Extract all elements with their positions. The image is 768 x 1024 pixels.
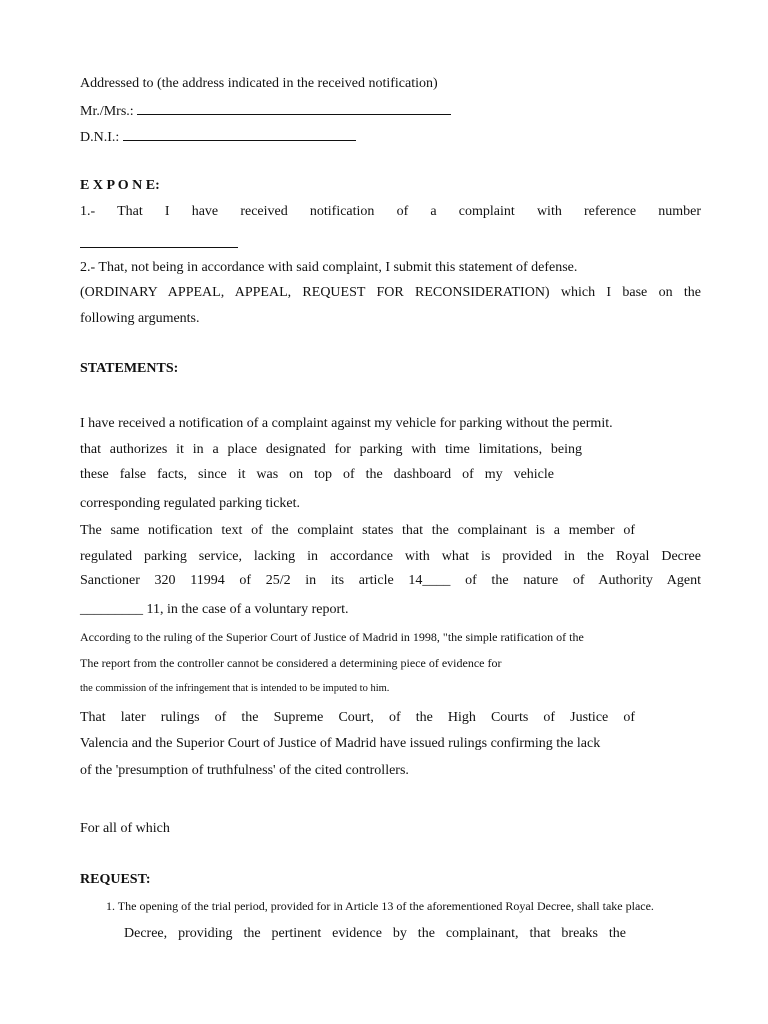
statement-line: _________ 11, in the case of a voluntary report.	[80, 602, 349, 617]
closing-line: For all of which	[80, 821, 170, 836]
dni-label: D.N.I.:	[80, 130, 120, 145]
mr-mrs-label: Mr./Mrs.:	[80, 104, 134, 119]
request-heading: REQUEST:	[80, 872, 151, 887]
dni-field-row	[80, 127, 356, 147]
expone-item-2: 2.- That, not being in accordance with said complaint, I submit this statement of defense.	[80, 260, 578, 275]
statement-line: I have received a notification of a complaint against my vehicle for parking without the permit.	[80, 416, 613, 431]
statement-line: The report from the controller cannot be considered a determining piece of evidence for	[80, 656, 502, 670]
statement-line: regulated parking service, lacking in accordance with what is provided in the Royal Decree	[80, 549, 701, 564]
statement-line: the commission of the infringement that is intended to be imputed to him.	[80, 683, 390, 694]
statement-line: The same notification text of the complaint states that the complainant is a member of	[80, 523, 635, 538]
statement-line: Sanctioner 320 11994 of 25/2 in its article 14____ of the nature of Authority Agent	[80, 573, 701, 588]
statement-line: corresponding regulated parking ticket.	[80, 496, 301, 511]
statement-line: of the 'presumption of truthfulness' of the cited controllers.	[80, 763, 409, 778]
statement-line: these false facts, since it was on top of the dashboard of my vehicle	[80, 467, 554, 482]
expone-item-1: 1.- That I have received notification of a complaint with reference number	[80, 204, 701, 219]
statement-line: According to the ruling of the Superior Court of Justice of Madrid in 1998, "the simple ratification of the	[80, 630, 584, 644]
statement-line: that authorizes it in a place designated for parking with time limitations, being	[80, 442, 582, 457]
request-item-1: 1. The opening of the trial period, provided for in Article 13 of the aforementioned Royal Decree, shall take place.	[106, 899, 654, 913]
expone-item-2-line-3: following arguments.	[80, 311, 200, 326]
statements-heading: STATEMENTS:	[80, 361, 179, 376]
dni-blank[interactable]	[123, 127, 356, 141]
reference-number-blank[interactable]	[80, 234, 238, 248]
mr-mrs-field-row	[80, 101, 451, 121]
request-item-1-continuation: Decree, providing the pertinent evidence by the complainant, that breaks the	[124, 926, 626, 941]
statement-line: Valencia and the Superior Court of Justice of Madrid have issued rulings confirming the lack	[80, 736, 601, 751]
expone-heading: E X P O N E:	[80, 178, 160, 193]
reference-number-row	[80, 234, 238, 254]
statement-line: That later rulings of the Supreme Court, of the High Courts of Justice of	[80, 710, 635, 725]
addressed-to-line: Addressed to (the address indicated in the received notification)	[80, 76, 438, 91]
mr-mrs-blank[interactable]	[137, 101, 451, 115]
expone-item-2-line-2: (ORDINARY APPEAL, APPEAL, REQUEST FOR RECONSIDERATION) which I base on the	[80, 285, 701, 300]
